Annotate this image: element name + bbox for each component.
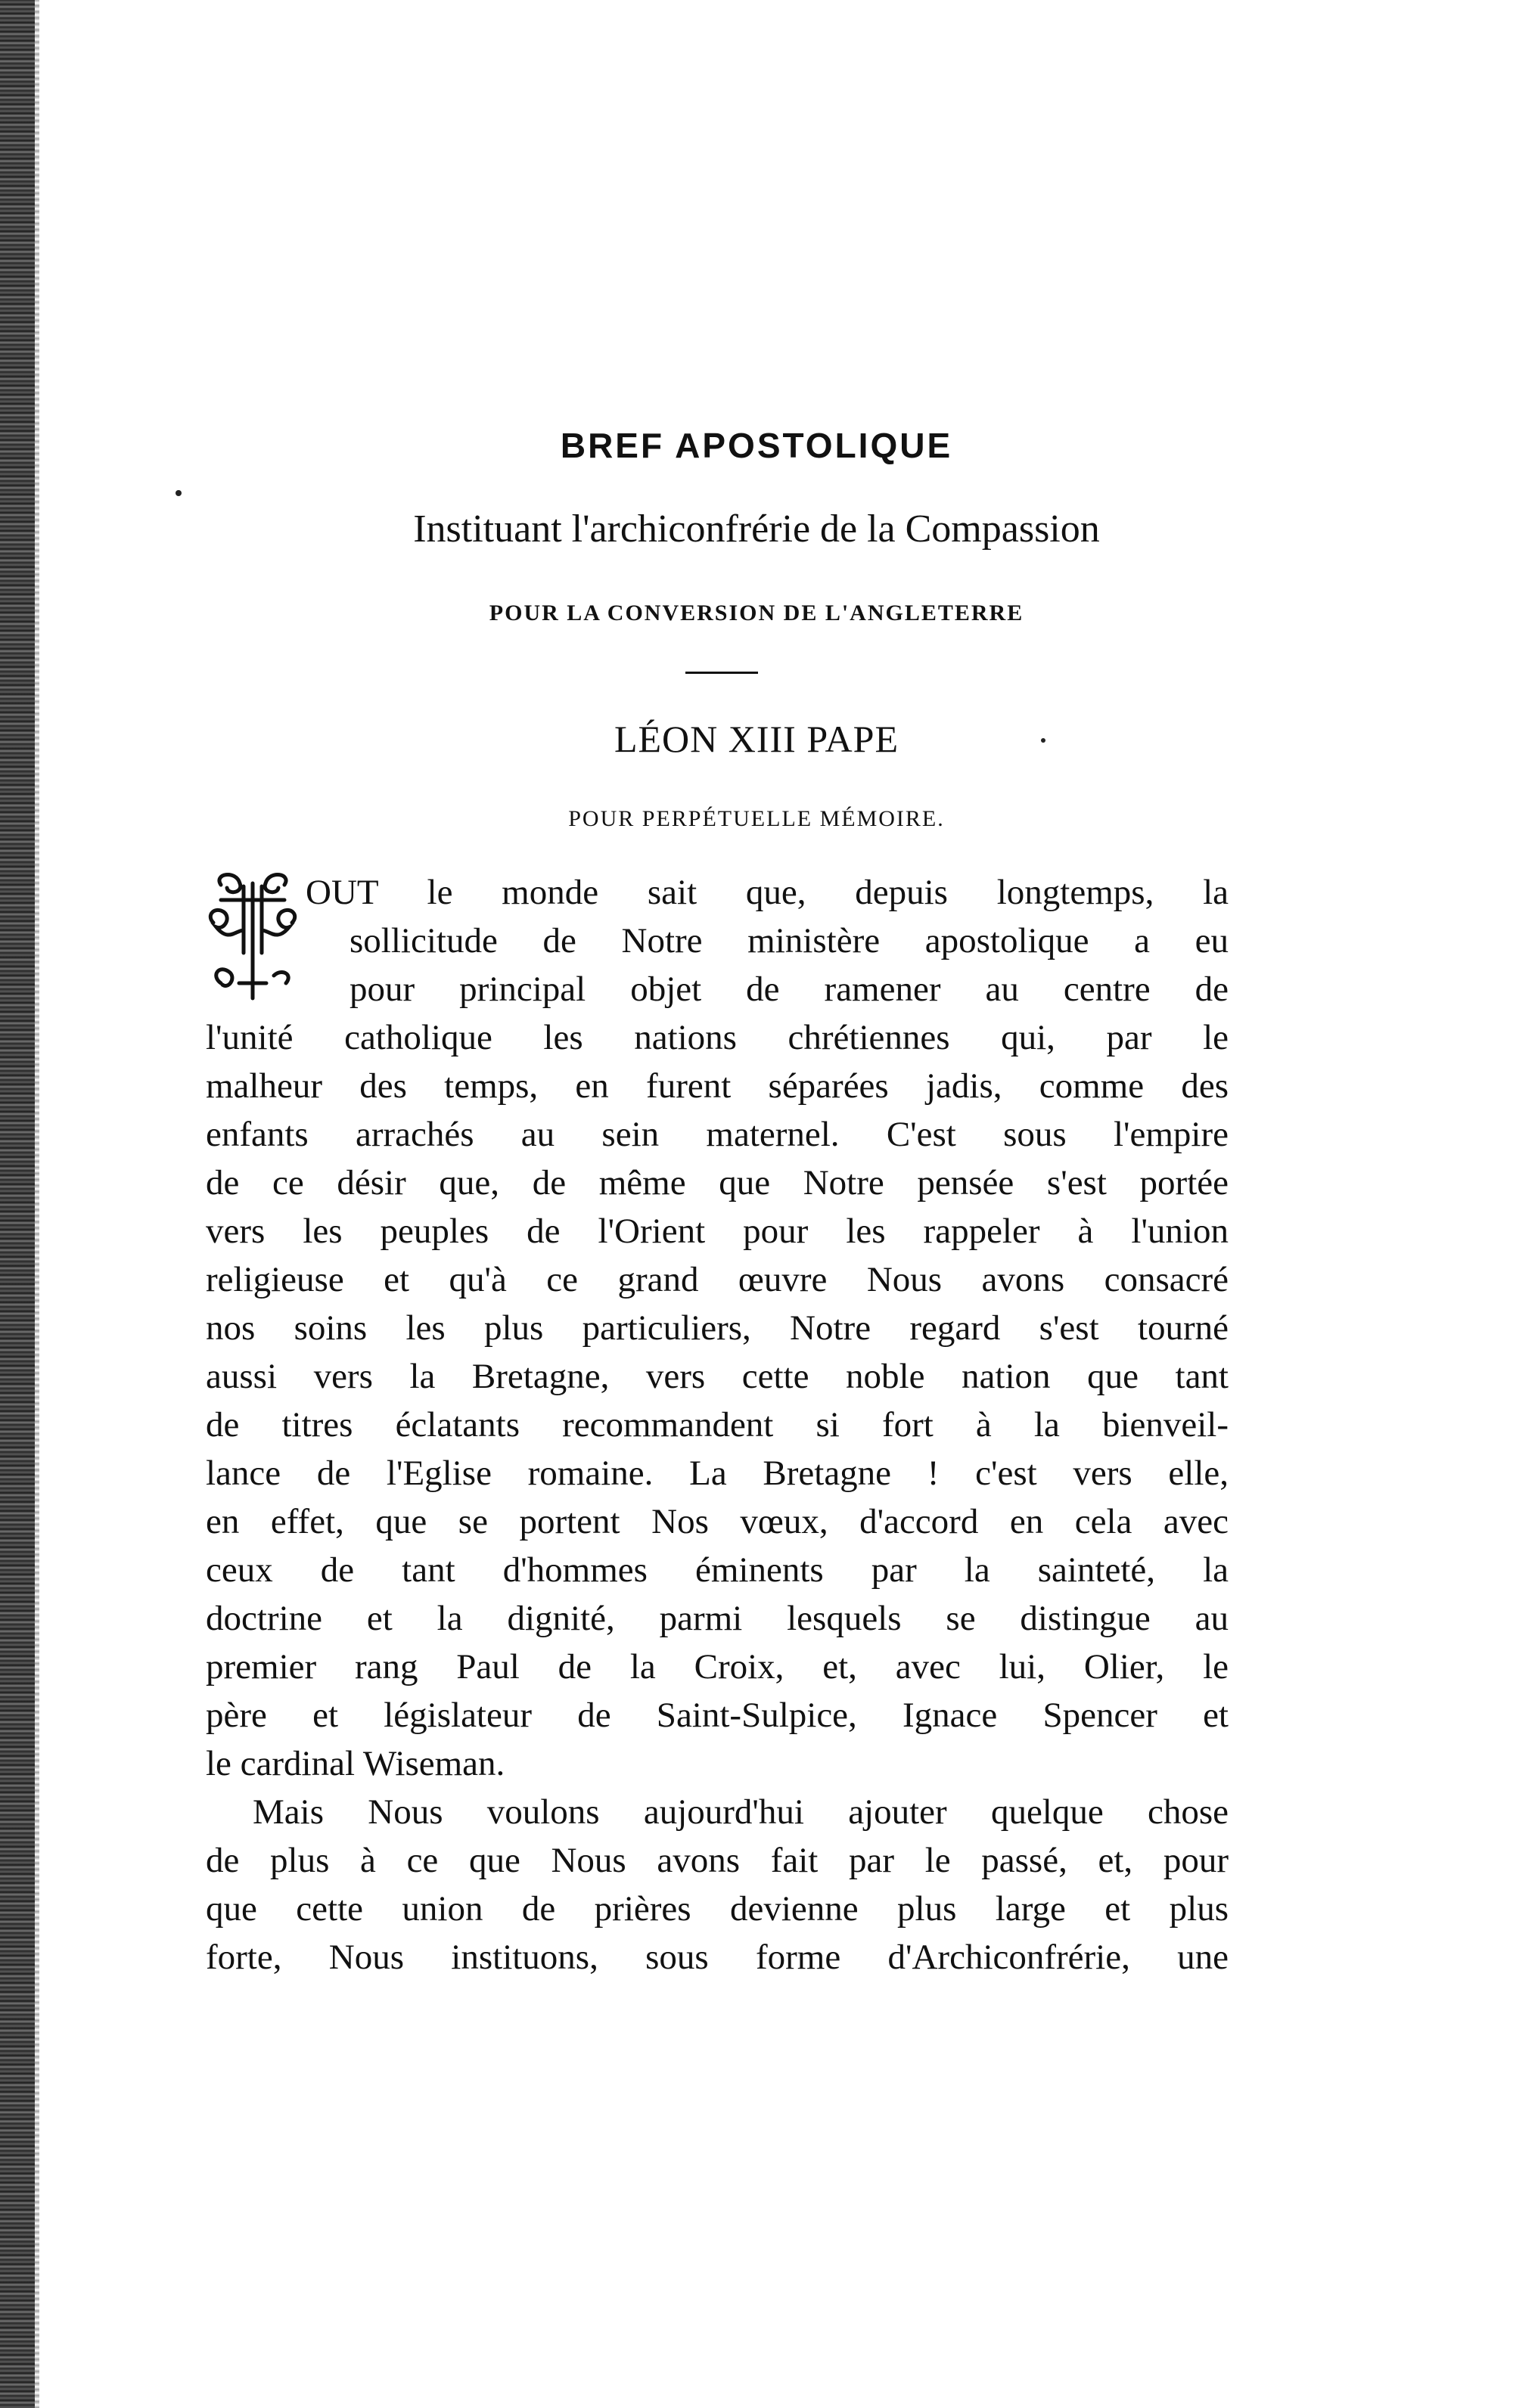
text-line: Mais Nous voulons aujourd'hui ajouter quelque chose [253, 1792, 1229, 1832]
text-line: malheur des temps, en furent séparées jadis, comme des [206, 1066, 1229, 1106]
memory-heading: POUR PERPÉTUELLE MÉMOIRE. [568, 806, 945, 831]
body-text [206, 868, 1229, 1981]
text-line: aussi vers la Bretagne, vers cette noble nation que tant [206, 1357, 1229, 1396]
text-line: lance de l'Eglise romaine. La Bretagne ! c'est vers elle, [206, 1454, 1229, 1493]
page-gutter [35, 0, 39, 2408]
page-subtitle: Instituant l'archiconfrérie de la Compassion [413, 507, 1100, 551]
ink-speck [176, 490, 182, 496]
text-line: le cardinal Wiseman. [206, 1744, 505, 1783]
text-line: nos soins les plus particuliers, Notre regard s'est tourné [206, 1308, 1229, 1348]
text-line: vers les peuples de l'Orient pour les rappeler à l'union [206, 1212, 1229, 1251]
text-line: de ce désir que, de même que Notre pensée s'est portée [206, 1163, 1229, 1202]
text-line: en effet, que se portent Nos vœux, d'accord en cela avec [206, 1502, 1229, 1541]
text-line: de titres éclatants recommandent si fort à la bienveil- [206, 1405, 1229, 1444]
book-binding-edge [0, 0, 35, 2408]
text-line: premier rang Paul de la Croix, et, avec lui, Olier, le [206, 1647, 1229, 1687]
text-line: doctrine et la dignité, parmi lesquels se distingue au [206, 1599, 1229, 1638]
text-line: ceux de tant d'hommes éminents par la sainteté, la [206, 1550, 1229, 1590]
text-line: père et législateur de Saint-Sulpice, Ignace Spencer et [206, 1696, 1229, 1735]
text-line: religieuse et qu'à ce grand œuvre Nous avons consacré [206, 1260, 1229, 1299]
page-title: BREF APOSTOLIQUE [560, 426, 953, 465]
text-line: de plus à ce que Nous avons fait par le passé, et, pour [206, 1841, 1229, 1880]
text-line: forte, Nous instituons, sous forme d'Archiconfrérie, une [206, 1938, 1229, 1977]
pope-heading: LÉON XIII PAPE [614, 718, 899, 760]
divider-rule [685, 672, 758, 674]
text-line: l'unité catholique les nations chrétiennes qui, par le [206, 1018, 1229, 1057]
subheading: POUR LA CONVERSION DE L'ANGLETERRE [489, 600, 1024, 625]
text-line: pour principal objet de ramener au centre de [350, 970, 1229, 1009]
text-line: enfants arrachés au sein maternel. C'est sous l'empire [206, 1115, 1229, 1154]
text-line: OUT le monde sait que, depuis longtemps, la [306, 873, 1229, 912]
text-line: sollicitude de Notre ministère apostolique a eu [350, 921, 1229, 960]
text-line: que cette union de prières devienne plus large et plus [206, 1889, 1229, 1929]
